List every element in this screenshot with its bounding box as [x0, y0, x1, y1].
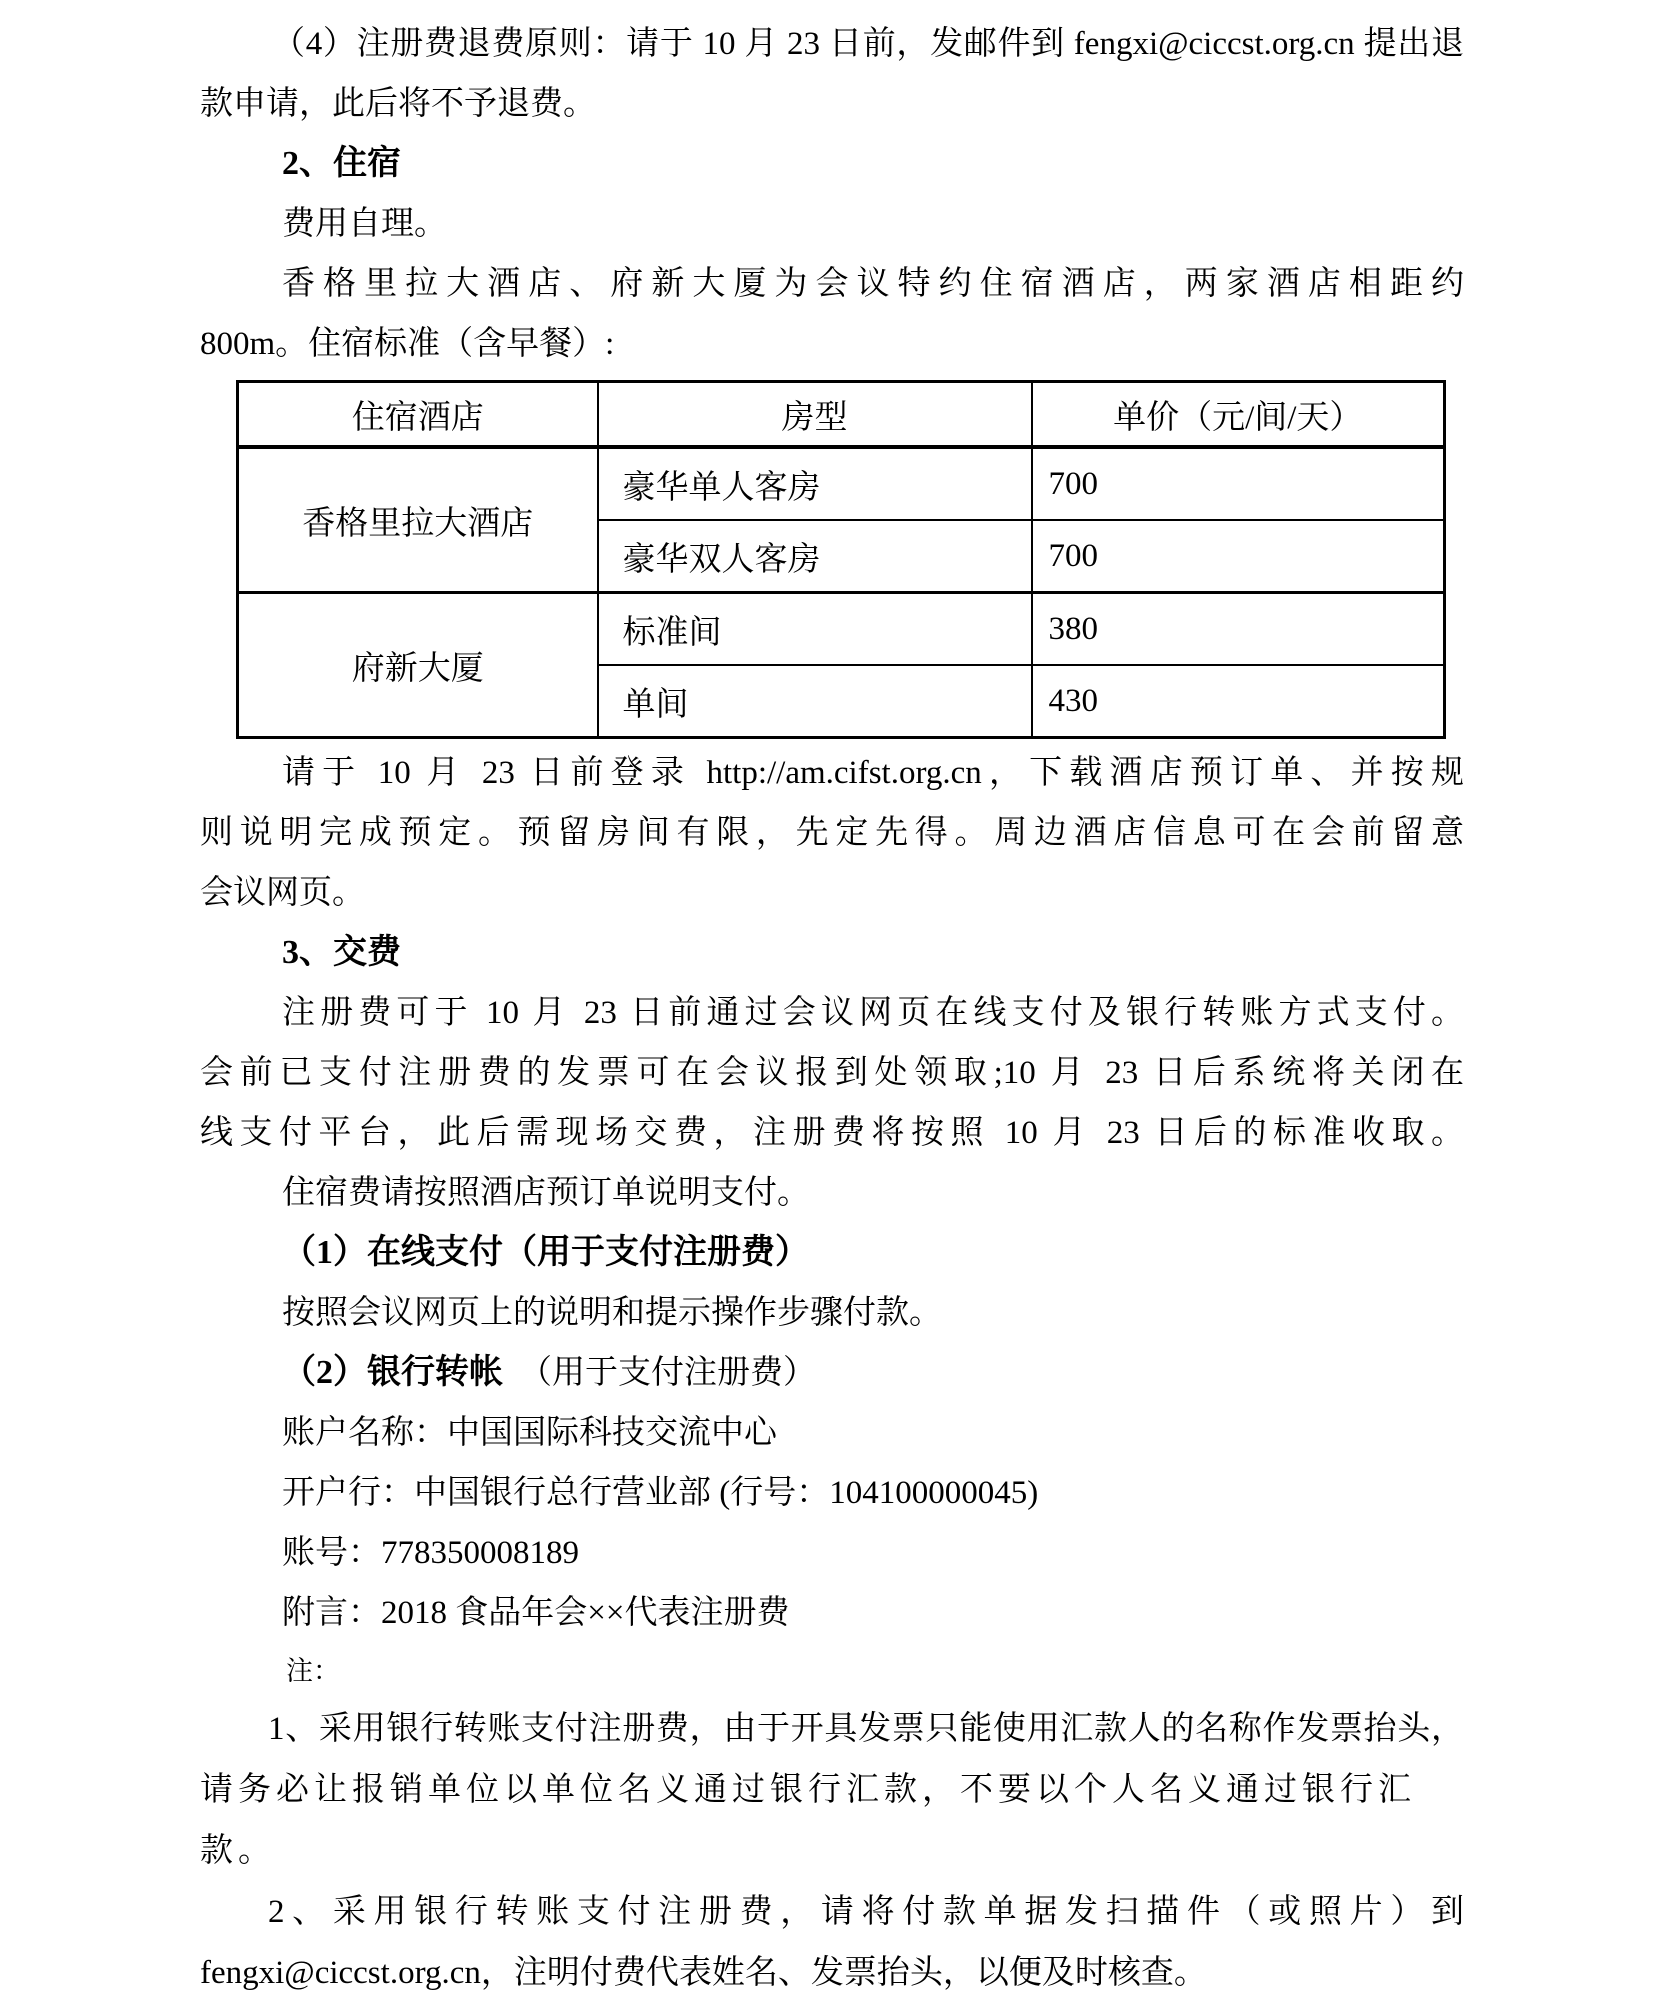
price-cell: 700 — [1032, 520, 1445, 593]
table-row — [238, 447, 1445, 520]
col-header-price: 单价（元/间/天） — [1032, 382, 1445, 448]
online-payment-heading: （1）在线支付（用于支付注册费） — [282, 1234, 809, 1271]
payment-heading: 3、交费 — [282, 934, 401, 971]
table-header-row — [238, 382, 1445, 448]
booking-instructions-line-3: 会议网页。 — [200, 875, 365, 911]
col-header-room-type: 房型 — [598, 382, 1032, 448]
hotels-intro-line-2: 800m。住宿标准（含早餐）: — [200, 326, 615, 362]
note-2-line-2: fengxi@ciccst.org.cn，注明付费代表姓名、发票抬头，以便及时核查。 — [200, 1955, 1207, 1991]
bank-transfer-heading-main: （2）银行转帐 — [282, 1354, 503, 1391]
room-type-cell: 单间 — [598, 665, 1032, 738]
price-cell: 430 — [1032, 665, 1445, 738]
payment-para-line-3: 线支付平台，此后需现场交费，注册费将按照 10 月 23 日后的标准收取。 — [200, 1115, 1464, 1151]
note-1-line-2: 请务必让报销单位以单位名义通过银行汇款，不要以个人名义通过银行汇款。 — [200, 1772, 1416, 1869]
self-pay-line: 费用自理。 — [282, 206, 447, 242]
notes-label: 注： — [286, 1656, 340, 1686]
room-type-cell: 豪华双人客房 — [598, 520, 1032, 593]
bank-branch-line: 开户行：中国银行总行营业部 (行号：104100000045) — [282, 1475, 1039, 1511]
payment-para-line-2: 会前已支付注册费的发票可在会议报到处领取;10 月 23 日后系统将关闭在 — [200, 1055, 1464, 1091]
accommodation-table — [236, 380, 1446, 739]
bank-transfer-heading-suffix: （用于支付注册费） — [519, 1355, 816, 1391]
booking-instructions-line-2: 则说明完成预定。预留房间有限，先定先得。周边酒店信息可在会前留意 — [200, 815, 1464, 851]
booking-instructions-line-1: 请于 10 月 23 日前登录 http://am.cifst.org.cn，下载酒店预订单、并按规 — [282, 755, 1464, 791]
online-payment-desc: 按照会议网页上的说明和提示操作步骤付款。 — [282, 1295, 942, 1331]
bank-transfer-heading — [200, 1343, 1464, 1403]
payment-para-line-1: 注册费可于 10 月 23 日前通过会议网页在线支付及银行转账方式支付。 — [282, 995, 1464, 1031]
hotels-intro-line-1: 香格里拉大酒店、府新大厦为会议特约住宿酒店，两家酒店相距约 — [282, 266, 1464, 302]
note-2-line-1: 2、采用银行转账支付注册费，请将付款单据发扫描件（或照片）到 — [268, 1894, 1464, 1930]
account-name-line: 账户名称：中国国际科技交流中心 — [282, 1415, 777, 1451]
hotel-fee-line: 住宿费请按照酒店预订单说明支付。 — [282, 1175, 810, 1211]
room-type-cell: 豪华单人客房 — [598, 447, 1032, 520]
hotel-name-cell: 府新大厦 — [238, 593, 598, 738]
table-row — [238, 593, 1445, 666]
remark-line: 附言：2018 食品年会××代表注册费 — [282, 1595, 790, 1631]
refund-policy-line-2: 款申请，此后将不予退费。 — [200, 86, 596, 122]
hotel-name-cell: 香格里拉大酒店 — [238, 447, 598, 593]
account-number-line: 账号：778350008189 — [282, 1535, 579, 1571]
col-header-hotel: 住宿酒店 — [238, 382, 598, 448]
room-type-cell: 标准间 — [598, 593, 1032, 666]
accommodation-heading: 2、住宿 — [282, 145, 401, 182]
price-cell: 700 — [1032, 447, 1445, 520]
note-1-line-1: 1、采用银行转账支付注册费，由于开具发票只能使用汇款人的名称作发票抬头， — [268, 1711, 1464, 1747]
price-cell: 380 — [1032, 593, 1445, 666]
refund-policy-line-1: （4）注册费退费原则：请于 10 月 23 日前，发邮件到 fengxi@ciccst.org.cn 提出退 — [272, 26, 1464, 62]
